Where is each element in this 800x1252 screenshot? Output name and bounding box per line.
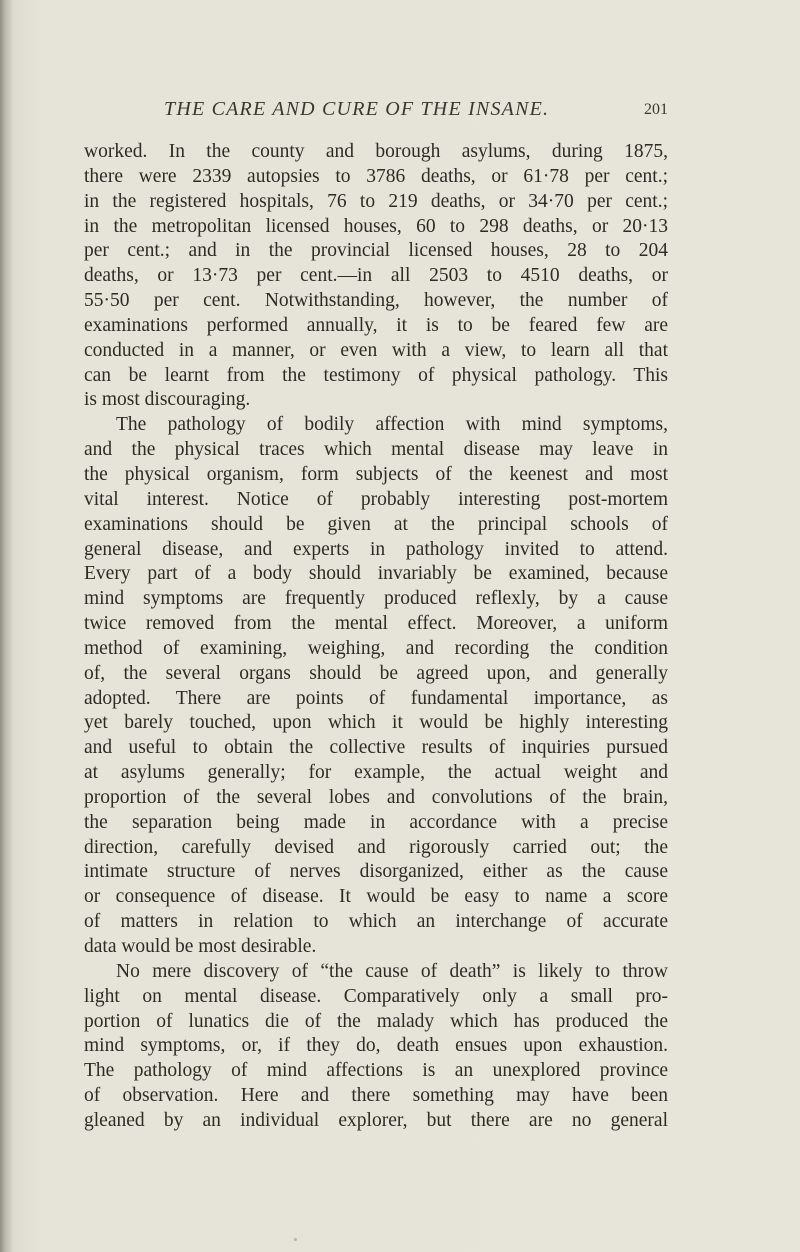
text-line: of matters in relation to which an interchange of accurate — [84, 911, 668, 933]
page-number: 201 — [644, 101, 668, 118]
text-line: of, the several organs should be agreed upon, and generally — [84, 662, 668, 684]
text-line: per cent.; and in the provincial licensed houses, 28 to 204 — [84, 240, 668, 262]
text-line: light on mental disease. Comparatively only a small pro- — [84, 985, 668, 1007]
text-line: 55·50 per cent. Notwithstanding, however, the number of — [84, 290, 668, 312]
text-line: and the physical traces which mental disease may leave in — [84, 439, 668, 461]
text-line: at asylums generally; for example, the actual weight and — [84, 762, 668, 784]
binding-edge — [0, 0, 12, 1252]
text-line: examinations should be given at the principal schools of — [84, 513, 668, 535]
text-line: conducted in a manner, or even with a view, to learn all that — [84, 339, 668, 361]
running-head — [84, 98, 668, 128]
paragraph-start: The pathology of bodily affection with mind symptoms, — [116, 414, 668, 436]
paragraph-start: No mere discovery of “the cause of death” is likely to throw — [116, 960, 668, 982]
text-line: twice removed from the mental effect. Moreover, a uniform — [84, 613, 668, 635]
text-line: The pathology of mind affections is an unexplored province — [84, 1060, 668, 1082]
text-line: of observation. Here and there something may have been — [84, 1085, 668, 1107]
text-line: worked. In the county and borough asylums, during 1875, — [84, 141, 668, 162]
text-line: Every part of a body should invariably be examined, because — [84, 563, 668, 585]
text-line: and useful to obtain the collective results of inquiries pursued — [84, 737, 668, 759]
text-line: mind symptoms, or, if they do, death ensues upon exhaustion. — [84, 1035, 668, 1057]
running-title: THE CARE AND CURE OF THE INSANE. — [164, 98, 550, 120]
text-line: data would be most desirable. — [84, 936, 317, 957]
text-line: intimate structure of nerves disorganized, either as the cause — [84, 861, 668, 883]
text-line: in the metropolitan licensed houses, 60 to 298 deaths, or 20·13 — [84, 215, 668, 237]
paper-speck — [294, 1238, 297, 1241]
text-line: deaths, or 13·73 per cent.—in all 2503 to 4510 deaths, or — [84, 265, 668, 287]
text-line: is most discouraging. — [84, 389, 251, 411]
body-text — [84, 140, 668, 1134]
text-line: there were 2339 autopsies to 3786 deaths, or 61·78 per cent.; — [84, 165, 668, 187]
text-line: the separation being made in accordance with a precise — [84, 811, 668, 833]
text-line: method of examining, weighing, and recording the condition — [84, 637, 668, 659]
text-line: general disease, and experts in pathology invited to attend. — [84, 538, 668, 560]
text-line: vital interest. Notice of probably interesting post-mortem — [84, 488, 668, 510]
text-line: in the registered hospitals, 76 to 219 deaths, or 34·70 per cent.; — [84, 190, 668, 212]
text-line: can be learnt from the testimony of physical pathology. This — [84, 364, 668, 386]
text-line: mind symptoms are frequently produced reflexly, by a cause — [84, 588, 668, 610]
text-line: or consequence of disease. It would be easy to name a score — [84, 886, 668, 908]
text-line: examinations performed annually, it is to be feared few are — [84, 314, 668, 336]
text-line: gleaned by an individual explorer, but there are no general — [84, 1109, 668, 1131]
text-line: yet barely touched, upon which it would be highly interesting — [84, 712, 668, 734]
text-line: direction, carefully devised and rigorously carried out; the — [84, 836, 668, 858]
text-line: portion of lunatics die of the malady which has produced the — [84, 1010, 668, 1032]
text-line: adopted. There are points of fundamental importance, as — [84, 687, 668, 709]
text-line: proportion of the several lobes and convolutions of the brain, — [84, 786, 668, 808]
text-line: the physical organism, form subjects of the keenest and most — [84, 463, 668, 485]
